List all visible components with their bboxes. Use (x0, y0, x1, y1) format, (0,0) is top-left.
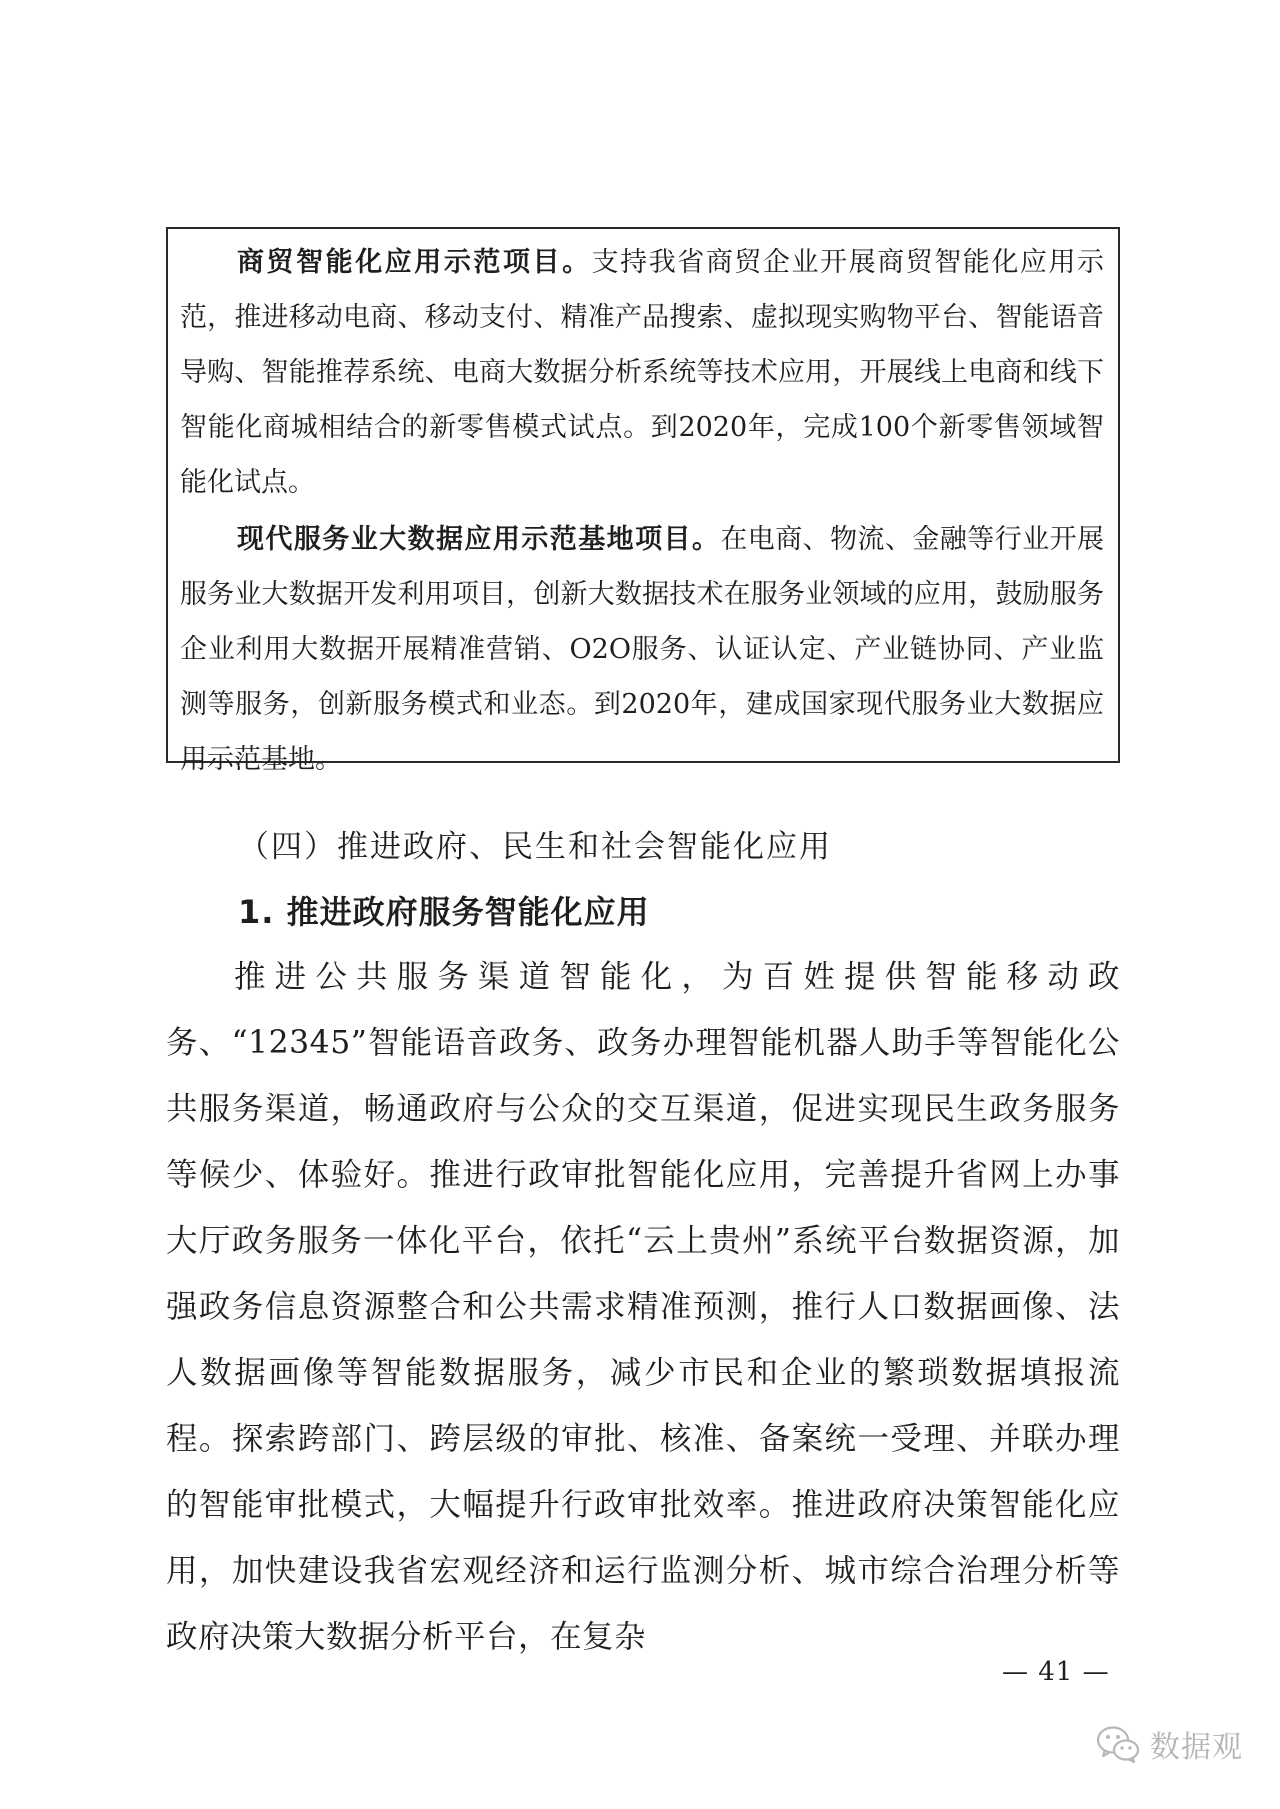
body-paragraph (166, 944, 1120, 1670)
page-number: — 41 — (1002, 1657, 1110, 1687)
box-paragraph-1-text: 支持我省商贸企业开展商贸智能化应用示范，推进移动电商、移动支付、精准产品搜索、虚拟现实购物平台、智能语音导购、智能推荐系统、电商大数据分析系统等技术应用，开展线上电商和线下智能化商城相结合的新零售模式试点。到2020年，完成100个新零售领域智能化试点。 (180, 247, 1105, 498)
box-paragraph-1-lead: 商贸智能化应用示范项目。 (237, 247, 592, 278)
watermark (1096, 1722, 1243, 1766)
box-paragraph-2-text: 在电商、物流、金融等行业开展服务业大数据开发利用项目，创新大数据技术在服务业领域的应用，鼓励服务企业利用大数据开展精准营销、O2O服务、认证认定、产业链协同、产业监测等服务，创新服务模式和业态。到2020年，建成国家现代服务业大数据应用示范基地。 (180, 524, 1105, 775)
wechat-icon (1096, 1724, 1140, 1764)
box-paragraph-2 (180, 512, 1104, 787)
body-paragraph-text: 推进公共服务渠道智能化，为百姓提供智能移动政务、“12345”智能语音政务、政务办理智能机器人助手等智能化公共服务渠道，畅通政府与公众的交互渠道，促进实现民生政务服务等候少、体验好。推进行政审批智能化应用，完善提升省网上办事大厅政务服务一体化平台，依托“云上贵州”系统平台数据资源，加强政务信息资源整合和公共需求精准预测，推行人口数据画像、法人数据画像等智能数据服务，减少市民和企业的繁琐数据填报流程。探索跨部门、跨层级的审批、核准、备案统一受理、并联办理的智能审批模式，大幅提升行政审批效率。推进政府决策智能化应用，加快建设我省宏观经济和运行监测分析、城市综合治理分析等政府决策大数据分析平台，在复杂 (166, 959, 1120, 1655)
watermark-text: 数据观 (1150, 1730, 1243, 1765)
box-paragraph-1 (180, 235, 1104, 510)
highlight-box (166, 227, 1120, 775)
box-paragraph-2-lead: 现代服务业大数据应用示范基地项目。 (237, 524, 721, 555)
section-heading: （四）推进政府、民生和社会智能化应用 (238, 829, 832, 865)
sub-heading: 1. 推进政府服务智能化应用 (238, 893, 650, 931)
